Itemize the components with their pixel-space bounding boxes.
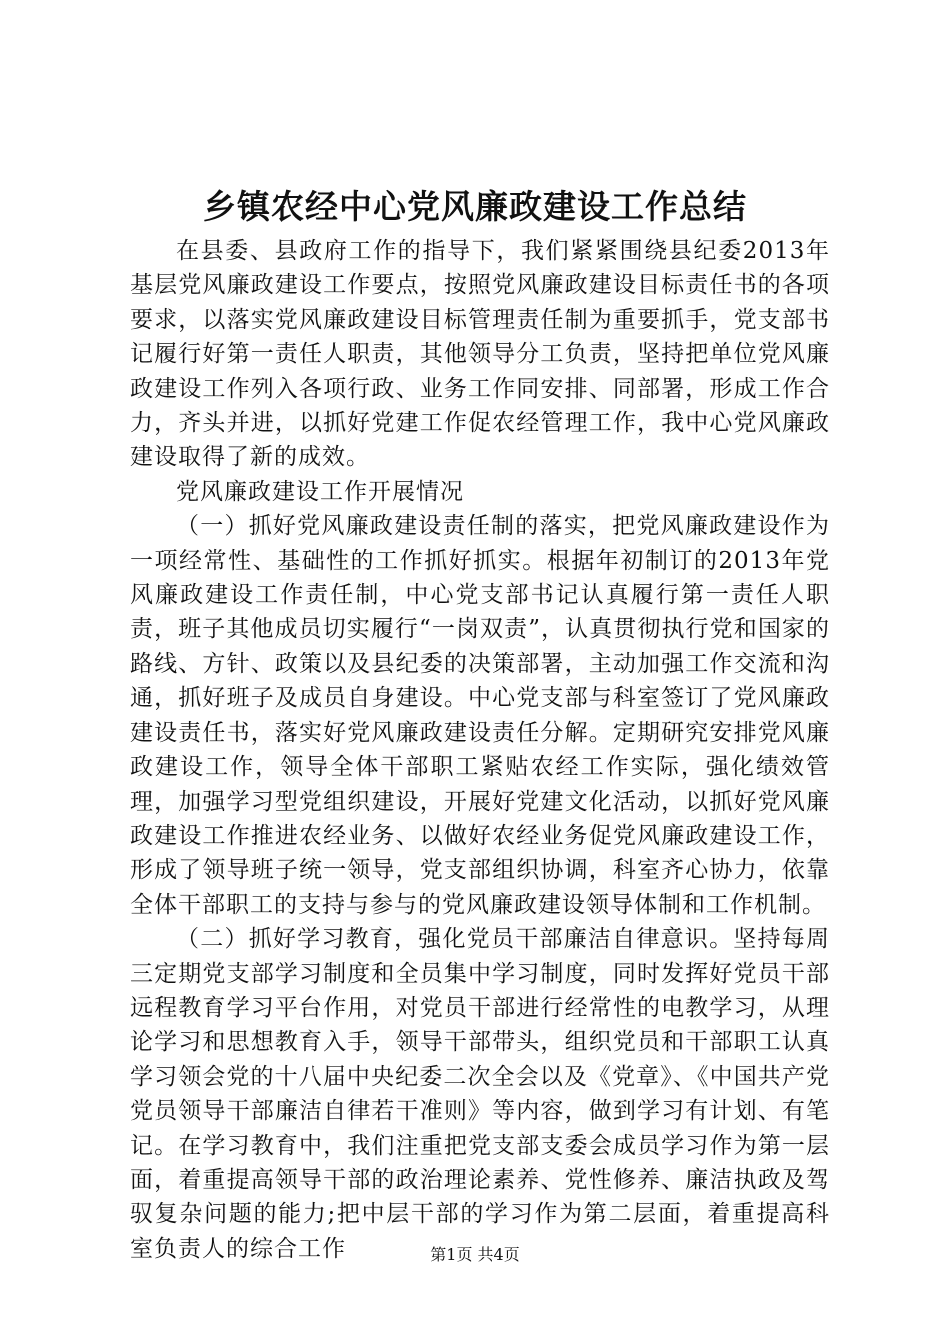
- document-body: [130, 234, 830, 1266]
- subsection-paragraph-2: （二）抓好学习教育，强化党员干部廉洁自律意识。坚持每周三定期党支部学习制度和全员集中学习制度，同时发挥好党员干部远程教育学习平台作用，对党员干部进行经常性的电教学习，从理论学习和思想教育入手，领导干部带头，组织党员和干部职工认真学习领会党的十八届中央纪委二次全会以及《党章》、《中国共产党党员领导干部廉洁自律若干准则》等内容，做到学习有计划、有笔记。在学习教育中，我们注重把党支部支委会成员学习作为第一层面，着重提高领导干部的政治理论素养、党性修养、廉洁执政及驾驭复杂问题的能力;把中层干部的学习作为第二层面，着重提高科室负责人的综合工作: [130, 926, 830, 1262]
- page-footer: 第1页 共4页: [430, 1245, 520, 1264]
- section-heading: 党风廉政建设工作开展情况: [176, 478, 464, 505]
- subsection-paragraph-1: （一）抓好党风廉政建设责任制的落实，把党风廉政建设作为一项经常性、基础性的工作抓好抓实。根据年初制订的2013年党风廉政建设工作责任制，中心党支部书记认真履行第一责任人职责，班子其他成员切实履行“一岗双责”，认真贯彻执行党和国家的路线、方针、政策以及县纪委的决策部署，主动加强工作交流和沟通，抓好班子及成员自身建设。中心党支部与科室签订了党风廉政建设责任书，落实好党风廉政建设责任分解。定期研究安排党风廉政建设工作，领导全体干部职工紧贴农经工作实际，强化绩效管理，加强学习型党组织建设，开展好党建文化活动，以抓好党风廉政建设工作推进农经业务、以做好农经业务促党风廉政建设工作，形成了领导班子统一领导，党支部组织协调，科室齐心协力，依靠全体干部职工的支持与参与的党风廉政建设领导体制和工作机制。: [130, 513, 830, 918]
- document-title: 乡镇农经中心党风廉政建设工作总结: [203, 187, 747, 226]
- intro-paragraph: 在县委、县政府工作的指导下，我们紧紧围绕县纪委2013年基层党风廉政建设工作要点，按照党风廉政建设目标责任书的各项要求，以落实党风廉政建设目标管理责任制为重要抓手，党支部书记履行好第一责任人职责，其他领导分工负责，坚持把单位党风廉政建设工作列入各项行政、业务工作同安排、同部署，形成工作合力，齐头并进，以抓好党建工作促农经管理工作，我中心党风廉政建设取得了新的成效。: [130, 238, 830, 471]
